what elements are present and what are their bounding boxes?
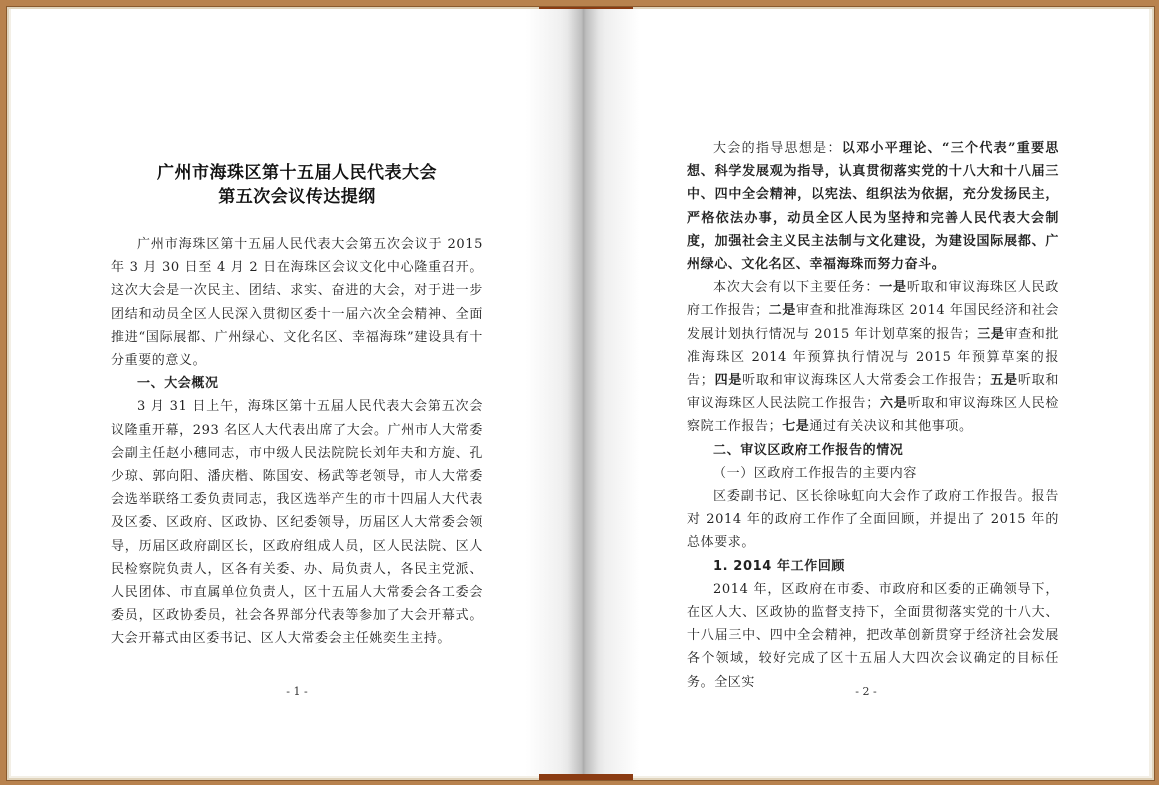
task-4-text: 听取和审议海珠区人大常委会工作报告； (742, 373, 991, 389)
title-line-1: 广州市海珠区第十五届人民代表大会 (157, 163, 437, 183)
right-page-body (687, 137, 1059, 694)
report-intro-paragraph: 区委副书记、区长徐咏虹向大会作了政府工作报告。报告对 2014 年的政府工作作了全面回顾，并提出了 2015 年的总体要求。 (687, 489, 1059, 551)
task-7-text: 通过有关决议和其他事项。 (809, 419, 973, 435)
book-viewer (6, 6, 1155, 781)
section-1-heading: 一、大会概况 (137, 376, 219, 392)
task-3-label: 三是 (977, 326, 1005, 342)
book-gutter-shadow (567, 9, 599, 776)
task-6-text: 听取和审议海珠区人民检察院工作报告； (687, 396, 1060, 435)
task-4-label: 四是 (714, 373, 743, 389)
tasks-paragraph (687, 276, 1059, 438)
book-spine-bottom (539, 774, 633, 780)
task-2-label: 二是 (768, 303, 797, 319)
guiding-ideology-paragraph (687, 137, 1059, 276)
right-page[interactable] (583, 9, 1149, 776)
guiding-ideology-text: 以邓小平理论、“三个代表”重要思想、科学发展观为指导，认真贯彻落实党的十八大和十八届三中、四中全会精神，以宪法、组织法为依据，充分发扬民主，严格依法办事，动员全区人民为坚持和完善人民代表大会制度，加强社会主义民主法制与文化建设，为建设国际展都、广州绿心、文化名区、幸福海珠而努力奋斗。 (687, 141, 1059, 273)
subsection-1-heading: （一）区政府工作报告的主要内容 (713, 465, 918, 481)
task-1-text: 听取和审议海珠区人民政府工作报告； (687, 280, 1059, 319)
title-line-2: 第五次会议传达提纲 (218, 187, 376, 207)
task-5-text: 听取和审议海珠区人民法院工作报告； (687, 373, 1059, 412)
task-5-label: 五是 (990, 373, 1018, 389)
task-2-text: 审查和批准海珠区 2014 年国民经济和社会发展计划执行情况与 2015 年计划草案的报告； (687, 303, 1059, 342)
tasks-intro: 本次大会有以下主要任务： (713, 280, 880, 296)
review-heading: 1. 2014 年工作回顾 (713, 558, 846, 574)
page-number-1: - 1 - (286, 685, 308, 698)
task-6-label: 六是 (879, 396, 908, 412)
section-2-heading: 二、审议区政府工作报告的情况 (713, 442, 904, 458)
review-body: 2014 年，区政府在市委、市政府和区委的正确领导下，在区人大、区政协的监督支持下，全面贯彻落实党的十八大、十八届三中、四中全会精神，把改革创新贯穿于经济社会发展各个领域，较好完成了区十五届人大四次会议确定的目标任务。全区实 (687, 581, 1059, 690)
document-title (111, 161, 483, 209)
intro-paragraph: 广州市海珠区第十五届人民代表大会第五次会议于 2015 年 3 月 30 日至 4 月 2 日在海珠区会议文化中心隆重召开。这次大会是一次民主、团结、求实、奋进的大会，对于进一步团结和动员全区人民深入贯彻区委十一届六次全会精神、全面推进“国际展都、广州绿心、文化名区、幸福海珠”建设具有十分重要的意义。 (111, 237, 483, 369)
guiding-ideology-lead: 大会的指导思想是： (713, 141, 842, 156)
left-page-body (111, 233, 483, 651)
task-1-label: 一是 (879, 280, 907, 296)
section-1-body: 3 月 31 日上午，海珠区第十五届人民代表大会第五次会议隆重开幕，293 名区人大代表出席了大会。广州市人大常委会副主任赵小穗同志，市中级人民法院院长刘年夫和方旋、孔少琼、郭向阳、潘庆楷、陈国安、杨武等老领导，市人大常委会选举联络工委负责同志，我区选举产生的市十四届人大代表及区委、区政府、区政协、区纪委领导，历届区人大常委会领导，历届区政府副区长，区政府组成人员，区人民法院、区人民检察院负责人，区各有关委、办、局负责人，各民主党派、人民团体、市直属单位负责人，区十五届人大常委会各工委会委员，区政协委员，社会各界部分代表等参加了大会开幕式。大会开幕式由区委书记、区人大常委会主任姚奕生主持。 (111, 399, 483, 647)
left-page[interactable] (11, 9, 583, 776)
page-number-2: - 2 - (855, 685, 877, 698)
task-7-label: 七是 (782, 419, 810, 435)
task-3-text: 审查和批准海珠区 2014 年预算执行情况与 2015 年预算草案的报告； (687, 326, 1060, 389)
